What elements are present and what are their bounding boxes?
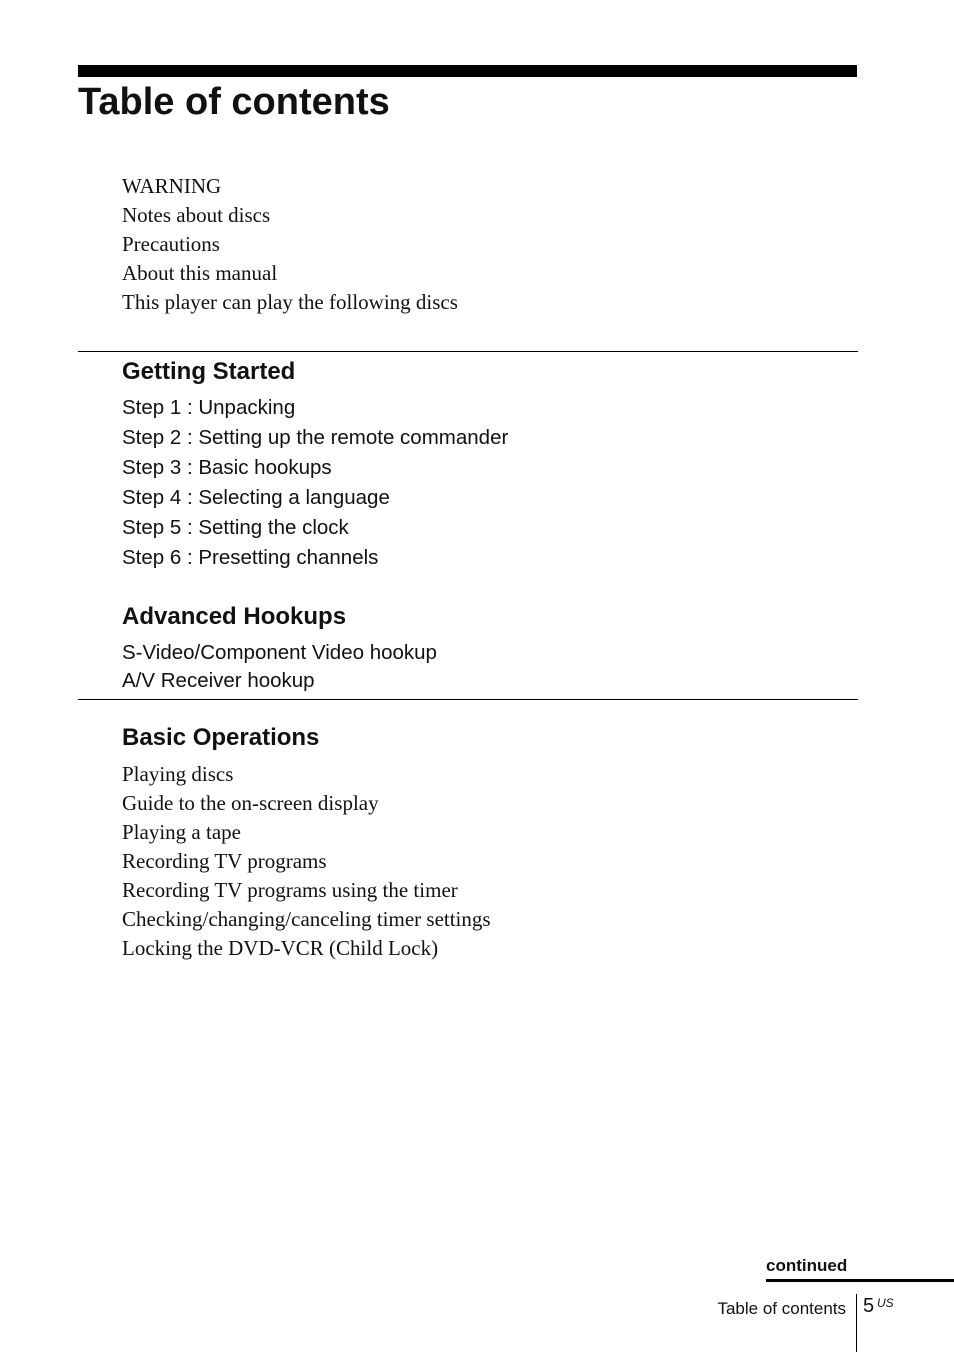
section-divider [78, 351, 858, 352]
entry-label: Locking the DVD-VCR (Child Lock) [122, 936, 439, 960]
page-title: Table of contents [78, 81, 390, 123]
entry-label: Recording TV programs [122, 849, 327, 873]
footer-page-number: 5 [863, 1295, 875, 1317]
entry-label: Step 4 : Selecting a language [122, 486, 390, 509]
entry-label: Step 5 : Setting the clock [122, 516, 349, 539]
entry-label: Precautions [122, 232, 220, 256]
section-title-getting-started: Getting Started [122, 358, 296, 385]
section-title-advanced-hookups: Advanced Hookups [122, 603, 347, 630]
continued-label: continued [766, 1256, 848, 1275]
entry-label: Step 2 : Setting up the remote commander [122, 426, 509, 449]
footer-page-suffix: US [877, 1296, 894, 1310]
entry-label: Notes about discs [122, 203, 271, 227]
continued-rule [766, 1279, 954, 1282]
entry-label: Playing discs [122, 762, 234, 786]
entry-label: This player can play the following discs [122, 290, 458, 314]
footer-section-label: Table of contents [717, 1299, 846, 1318]
header-rule [78, 65, 857, 77]
entry-label: A/V Receiver hookup [122, 669, 315, 692]
entry-label: S-Video/Component Video hookup [122, 641, 437, 664]
entry-label: Step 3 : Basic hookups [122, 456, 332, 479]
section-divider [78, 699, 858, 700]
entry-label: Step 6 : Presetting channels [122, 546, 379, 569]
entry-label: WARNING [122, 174, 222, 198]
entry-label: Playing a tape [122, 820, 241, 844]
entry-label: About this manual [122, 261, 278, 285]
entry-label: Step 1 : Unpacking [122, 396, 296, 419]
entry-label: Recording TV programs using the timer [122, 878, 458, 902]
footer-divider [856, 1294, 857, 1352]
entry-label: Guide to the on-screen display [122, 791, 379, 815]
section-title-basic-operations: Basic Operations [122, 724, 320, 751]
entry-label: Checking/changing/canceling timer settings [122, 907, 491, 931]
